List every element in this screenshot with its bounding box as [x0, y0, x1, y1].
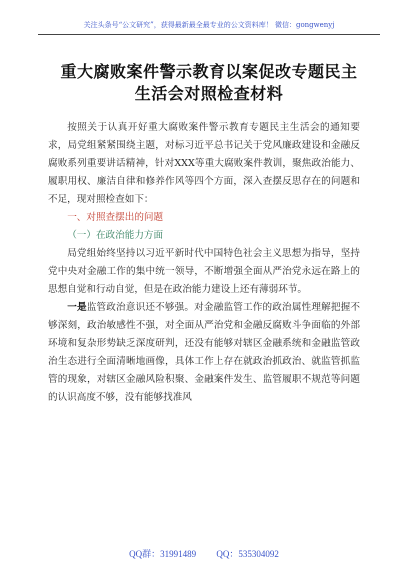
section-heading: 一、对照查摆出的问题: [67, 212, 164, 223]
subsection-paragraph: 局党组始终坚持以习近平新时代中国特色社会主义思想为指导，坚持党中央对金融工作的集中统一领导，不断增强全面从严治党永远在路上的思想自觉和行动自觉，但是在政治能力建设上还有薄弱环节。: [48, 248, 360, 295]
document-body: [36, 119, 382, 407]
intro-paragraph: 按照关于认真开好重大腐败案件警示教育专题民主生活会的通知要求，局党组紧紧围绕主题，对标习近平总书记关于党风廉政建设和金融反腐败系列重要讲话精神，针对XXX等重大腐败案件教训，聚焦政治能力、履职用权、廉洁自律和修养作风等四个方面，深入查摆反思存在的问题和不足，现对照检查如下：: [48, 122, 360, 205]
document-title: [36, 61, 382, 105]
title-line-1: 重大腐败案件警示教育以案促改专题民主: [60, 62, 358, 81]
subsection-heading: （一）在政治能力方面: [67, 230, 164, 241]
document-page: [36, 18, 382, 558]
title-line-2: 生活会对照检查材料: [134, 84, 284, 103]
footer-qq: QQ：535304092: [216, 549, 279, 559]
point-text: 监管政治意识还不够强。对金融监管工作的政治属性理解把握不够深刻，政治敏感性不强，对全面从严治党和金融反腐败斗争面临的外部环境和复杂形势缺乏深度研判，还没有能够对辖区金融系统和金融监管政治生态进行全面清晰地画像，具体工作上存在就政治抓政治、就监管抓监管的现象，对辖区金融风险积聚、金融案件发生、监管履职不规范等问题的认识高度不够，没有能够找准风: [48, 302, 361, 403]
footer-qq-group: QQ群：31991489: [129, 549, 197, 559]
page-header: 关注头条号“公文研究”，获得最新最全最专业的公文资料库！ 微信：gongwenyj: [38, 18, 380, 35]
page-footer: [0, 547, 408, 560]
point-lead: 一是: [67, 302, 87, 313]
point-paragraph: [48, 299, 360, 407]
